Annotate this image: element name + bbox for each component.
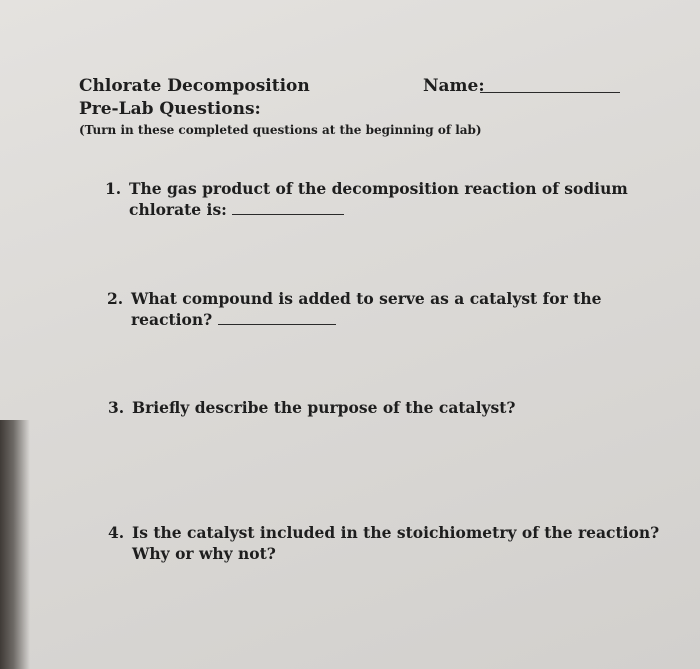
question-number: 3. — [108, 398, 125, 417]
answer-blank — [232, 213, 344, 215]
name-label: Name: — [423, 76, 485, 96]
question-text: reaction? — [131, 310, 213, 329]
question-text: Is the catalyst included in the stoichiometry of the reaction? — [132, 523, 660, 542]
worksheet-subtitle: Pre-Lab Questions: — [79, 99, 261, 119]
question-text: The gas product of the decomposition reaction of sodium — [129, 179, 628, 198]
worksheet-title: Chlorate Decomposition — [79, 76, 310, 96]
question-4 — [108, 522, 659, 564]
question-number: 2. — [107, 289, 124, 308]
question-text: What compound is added to serve as a catalyst for the — [131, 289, 602, 308]
question-1 — [105, 178, 628, 220]
instructions-note: (Turn in these completed questions at the beginning of lab) — [79, 123, 482, 137]
name-blank — [480, 92, 620, 93]
question-text: Why or why not? — [132, 544, 276, 563]
question-number: 4. — [108, 523, 125, 542]
question-2 — [107, 288, 601, 330]
question-number: 1. — [105, 179, 122, 198]
question-text: Briefly describe the purpose of the catalyst? — [132, 398, 516, 417]
question-text: chlorate is: — [129, 200, 227, 219]
answer-blank — [218, 323, 336, 325]
question-3 — [108, 397, 515, 418]
